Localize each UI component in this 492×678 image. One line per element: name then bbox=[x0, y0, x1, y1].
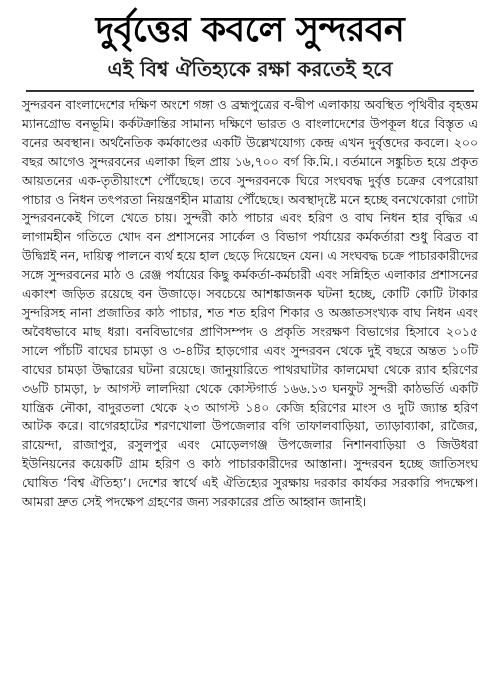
subheadline: এই বিশ্ব ঐতিহ্যকে রক্ষা করতেই হবে bbox=[107, 57, 393, 81]
headline: দুর্বৃত্তের কবলে সুন্দরবন bbox=[95, 10, 405, 50]
divider-rule bbox=[26, 90, 474, 92]
article-body: সুন্দরবন বাংলাদেশের দক্ষিণ অংশে গঙ্গা ও ব্রহ্মপুত্রের ব-দ্বীপ এলাকায় অবস্থিত পৃথিবীর বৃহত্তম ম্যানগ্রোভ বনভূমি। কর্কটক্রান্তির সামান্য দক্ষিণে ভারত ও বাংলাদেশের উপকূল ধরে বিস্তৃত এ বনের অবস্থান। অর্থনৈতিক কর্মকাণ্ডের একটি উল্লেখযোগ্য কেন্দ্র এখন দুর্বৃত্তদের কবলে। ২০০ বছর আগেও সুন্দরবনের এলাকা ছিল প্রায় ১৬,৭০০ বর্গ কি.মি.। বর্তমানে সঙ্কুচিত হয়ে প্রকৃত আয়তনের এক-তৃতীয়াংশে পৌঁছেছে। তবে সুন্দরবনকে ঘিরে সংঘবদ্ধ দুর্বৃত্ত চক্রের বেপরোয়া পাচার ও নিধন তৎপরতা নিয়ন্ত্রণহীন মাত্রায় পৌঁছেছে। অবস্থাদৃষ্টে মনে হচ্ছে বনখেকোরা গোটা সুন্দরবনকেই গিলে খেতে চায়। সুন্দরী কাঠ পাচার এবং হরিণ ও বাঘ নিধন হার বৃদ্ধির এ লাগামহীন গতিতে খোদ বন প্রশাসনের সার্কেল ও বিভাগ পর্যায়ের কর্মকর্তারা শুধু বিব্রত বা উদ্বিগ্নই নন, দায়িত্ব পালনে ব্যর্থ হয়ে হাল ছেড়ে দিয়েছেন যেন। এ সংঘবদ্ধ চক্রে পাচারকারীদের সঙ্গে সুন্দরবনের মাঠ ও রেঞ্জ পর্যায়ের কিছু কর্মকর্তা-কর্মচারী এবং সন্নিহিত এলাকার প্রশাসনের একাংশ জড়িত রয়েছে বন উজাড়ে। সবচেয়ে আশঙ্কাজনক ঘটনা হচ্ছে, কোটি কোটি টাকার সুন্দরিসহ নানা প্রজাতির কাঠ পাচার, শত শত হরিণ শিকার ও অজ্ঞাতসংখ্যক বাঘ নিধন এবং অবৈধভাবে মাছ ধরা। বনবিভাগের প্রাণিসম্পদ ও প্রকৃতি সংরক্ষণ বিভাগের হিসাবে ২০১৫ সালে পাঁচটি বাঘের চামড়া ও ৩-৪টির হাড়গোর এবং সুন্দরবন থেকে দুই বছরে অন্তত ১০টি বাঘের চামড়া উদ্ধারের ঘটনা রয়েছে। জানুয়ারিতে পাথরঘাটার কালমেঘা থেকে র‌্যাব হরিণের ৩৬টি চামড়া, ৮ আগস্ট লালদিয়া থেকে কোস্টগার্ড ১৬৬.১৩ ঘনফুট সুন্দরী কাঠভর্তি একটি যান্ত্রিক নৌকা, বাদুরতলা থেকে ২৩ আগস্ট ১৪০ কেজি হরিণের মাংস ও দুটি জ্যান্ত হরিণ আটক করে। বাগেরহাটের শরণখোলা উপজেলার বগি তাফালবাড়িয়া, ত্যাড়াব্যাকা, রাজৈর, রায়েন্দা, রাজাপুর, রসুলপুর এবং মোড়েলগঞ্জ উপজেলার নিশানবাড়িয়া ও জিউধরা ইউনিয়নের কয়েকটি গ্রাম হরিণ ও কাঠ পাচারকারীদের আস্তানা। সুন্দরবন হচ্ছে জাতিসংঘ ঘোষিত ‘বিশ্ব ঐতিহ্য’। দেশের স্বার্থে এই ঐতিহ্যের সুরক্ষায় দরকার কার্যকর সরকারি পদক্ষেপ। আমরা দ্রুত সেই পদক্ষেপ গ্রহণের জন্য সরকারের প্রতি আহ্বান জানাই। bbox=[22, 97, 478, 510]
